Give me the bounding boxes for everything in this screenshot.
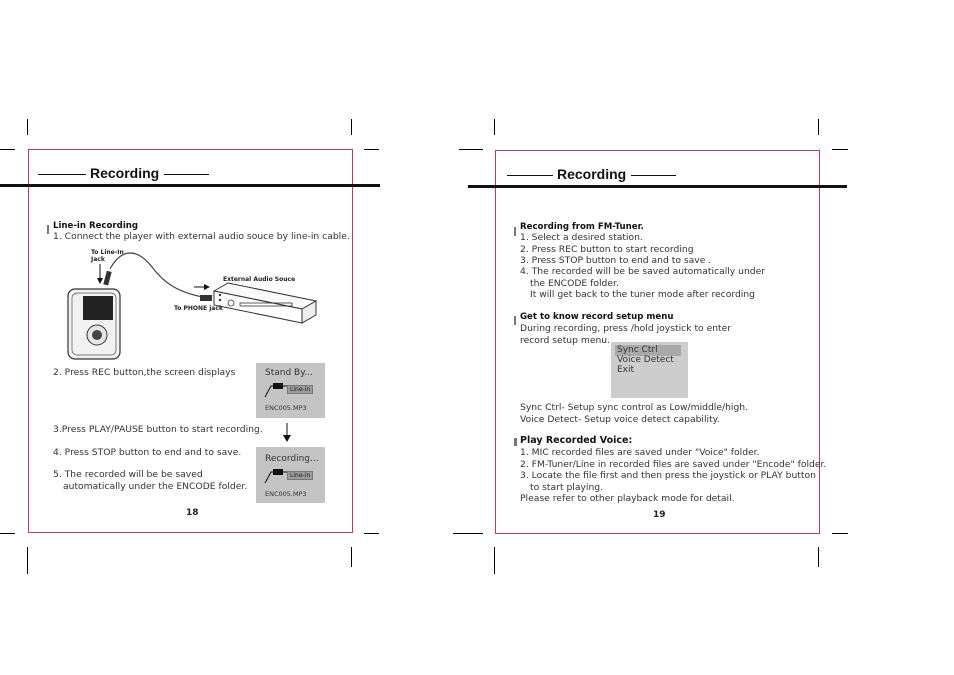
menu-item-exit: Exit [617, 365, 635, 375]
play-line-3-cont: to start playing. [530, 482, 604, 493]
title-rule-left [38, 174, 86, 175]
record-setup-menu [611, 342, 688, 398]
play-line-4: Please refer to other playback mode for detail. [520, 493, 735, 504]
tuner-step-4-cont: the ENCODE folder. [530, 278, 619, 289]
step-5-text-line2: automatically under the ENCODE folder. [63, 481, 248, 492]
screen-filename: ENC005.MP3 [265, 404, 307, 412]
play-line-3: 3. Locate the file first and then press the joystick or PLAY button [520, 470, 816, 481]
crop-mark [818, 547, 819, 567]
tuner-step-2: 2. Press REC button to start recording [520, 244, 694, 255]
crop-mark [364, 533, 379, 534]
setup-text-line2: record setup menu. [520, 335, 611, 346]
line-in-badge: Line-in [287, 385, 313, 394]
crop-mark [459, 149, 483, 150]
section-marker [514, 227, 516, 236]
crop-mark [453, 533, 483, 534]
crop-mark [832, 149, 848, 150]
screen-filename: ENC005.MP3 [265, 490, 307, 498]
label-line-in-1: To Line-In [91, 249, 124, 256]
player-screen [83, 296, 113, 320]
step-2-text: 2. Press REC button,the screen displays [53, 367, 236, 378]
phone-plug [200, 295, 212, 301]
label-phone-jack: To PHONE jack [174, 305, 223, 312]
label-line-in-2: Jack [91, 256, 105, 263]
crop-mark [351, 119, 352, 135]
title-rule-left [507, 175, 553, 176]
play-line-2: 2. FM-Tuner/Line in recorded files are saved under "Encode" folder. [520, 459, 827, 470]
tuner-step-4-note: It will get back to the tuner mode after recording [530, 289, 756, 300]
audio-cable [110, 253, 208, 298]
device-jack [219, 299, 221, 301]
screen-status: Recording... [265, 454, 319, 464]
heading-record-setup: Get to know record setup menu [520, 312, 674, 322]
crop-mark [351, 547, 352, 567]
device-jack [219, 294, 221, 296]
title-rule-right [631, 175, 676, 176]
crop-mark [27, 119, 28, 135]
crop-mark [0, 149, 15, 150]
setup-text-line1: During recording, press /hold joystick to enter [520, 323, 732, 334]
label-external-source: External Audio Souce [223, 276, 296, 283]
crop-mark [494, 547, 495, 574]
section-heading-line-in: Line-in Recording [53, 221, 139, 231]
crop-mark [27, 547, 28, 574]
line-in-badge: Line-in [287, 471, 313, 480]
right-header-bar [468, 185, 847, 188]
arrow-head [204, 284, 210, 290]
section-marker [47, 225, 49, 234]
page-number-left: 18 [186, 508, 199, 518]
left-header-bar [0, 184, 380, 187]
tuner-step-1: 1. Select a desired station. [520, 232, 643, 243]
heading-fm-tuner: Recording from FM-Tuner. [520, 222, 644, 232]
crop-mark [832, 533, 848, 534]
screen-recording [256, 447, 325, 503]
section-marker [514, 316, 516, 325]
menu-item-sync-ctrl: Sync Ctrl [617, 345, 658, 355]
crop-mark [494, 119, 495, 135]
crop-mark [818, 119, 819, 135]
left-page-title: Recording [90, 165, 160, 181]
right-page-title: Recording [557, 166, 627, 182]
crop-mark [0, 533, 15, 534]
arrow-head [97, 278, 103, 284]
page-number-right: 19 [653, 510, 666, 520]
heading-play-recorded: Play Recorded Voice: [520, 435, 633, 446]
voice-detect-description: Voice Detect- Setup voice detect capability. [520, 414, 720, 425]
crop-mark [364, 149, 379, 150]
line-in-plug [103, 271, 111, 286]
step-3-text: 3.Press PLAY/PAUSE button to start recording. [53, 424, 263, 435]
down-arrow-icon [281, 423, 293, 443]
step-1-text: 1. Connect the player with external audio souce by line-in cable. [53, 231, 350, 242]
player-joystick [92, 330, 102, 340]
section-marker [514, 438, 517, 446]
tuner-step-4: 4. The recorded will be be saved automatically under [520, 266, 766, 277]
screen-standby [256, 363, 325, 418]
sync-ctrl-description: Sync Ctrl- Setup sync control as Low/middle/high. [520, 402, 749, 413]
title-rule-right [164, 174, 209, 175]
step-4-text: 4. Press STOP button to end and to save. [53, 447, 242, 458]
screen-status: Stand By... [265, 368, 313, 378]
play-line-1: 1. MIC recorded files are saved under "Voice" folder. [520, 447, 760, 458]
menu-item-voice-detect: Voice Detect [617, 355, 674, 365]
step-5-text-line1: 5. The recorded will be be saved [53, 469, 203, 480]
tuner-step-3: 3. Press STOP button to end and to save . [520, 255, 712, 266]
